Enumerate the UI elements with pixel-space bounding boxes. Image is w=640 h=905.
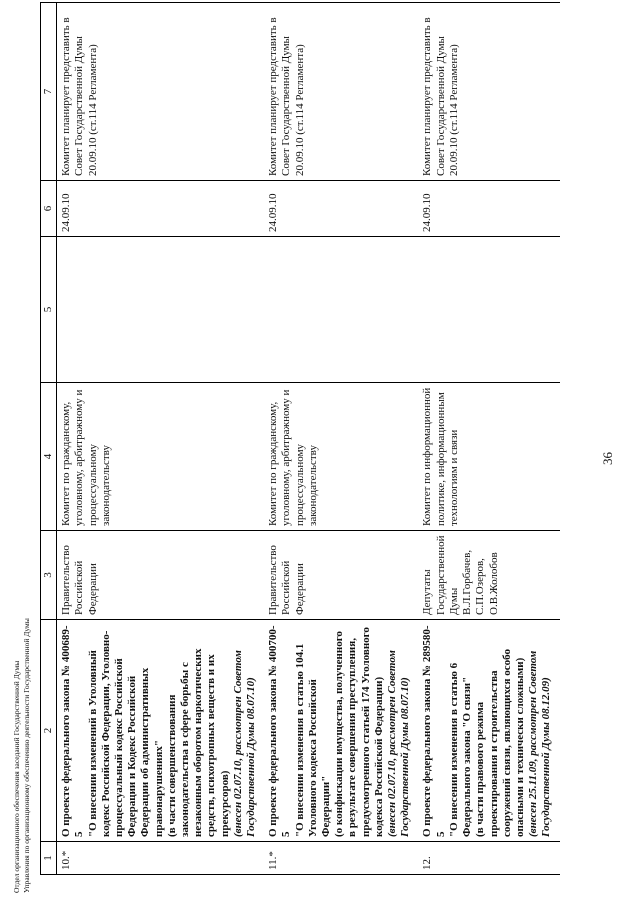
- bill-name: "О внесении изменения в статью 104.1 Уголовного кодекса Российской Федерации": [293, 643, 333, 837]
- page-number: 36: [600, 452, 615, 465]
- table-row: [264, 3, 418, 875]
- bill-title: О проекте федерального закона № 400700-5: [267, 625, 293, 837]
- committee: Комитет по гражданскому, уголовному, арбитражному и процессуальному законодательству: [57, 383, 265, 531]
- header-col-7: 7: [41, 3, 57, 181]
- bill-note: (внесен 25.11.09, рассмотрен Советом Государственной Думы 08.12.09): [527, 650, 553, 837]
- initiator: Депутаты Государственной Думы В.Л.Горбачев, С.П.Озеров, О.В.Жолобов: [418, 531, 559, 620]
- bill-title: О проекте федерального закона № 400689-5: [60, 625, 86, 837]
- status: Комитет планирует представить в Совет Государственной Думы 20.09.10 (ст.114 Регламента): [418, 3, 559, 181]
- date: 24.09.10: [264, 181, 418, 237]
- bill-cell: [264, 620, 418, 842]
- initiator: Правительство Российской Федерации: [264, 531, 418, 620]
- header-col-1: 1: [41, 842, 57, 875]
- header-col-3: 3: [41, 531, 57, 620]
- table-row: [418, 3, 559, 875]
- date: 24.09.10: [418, 181, 559, 237]
- committee: Комитет по информационной политике, информационным технологиям и связи: [418, 383, 559, 531]
- row-number: 12.: [418, 842, 559, 875]
- footer-line-1: Отдел организационного обеспечения заседаний Государственной Думы: [12, 660, 21, 893]
- row-number: 11.*: [264, 842, 418, 875]
- footer: [12, 618, 32, 893]
- bill-note: (внесен 02.07.10, рассмотрен Советом Государственной Думы 08.07.10): [231, 650, 258, 837]
- header-row: [41, 3, 57, 875]
- bill-note: (внесен 02.07.10, рассмотрен Советом Государственной Думы 08.07.10): [386, 650, 412, 837]
- committee: Комитет по гражданскому, уголовному, арбитражному и процессуальному законодательству: [264, 383, 418, 531]
- initiator: Правительство Российской Федерации: [57, 531, 265, 620]
- table-row: [57, 3, 265, 875]
- header-col-2: 2: [41, 620, 57, 842]
- bill-cell: [418, 620, 559, 842]
- bill-title: О проекте федерального закона № 289580-5: [421, 625, 447, 837]
- status: Комитет планирует представить в Совет Государственной Думы 20.09.10 (ст.114 Регламента): [57, 3, 265, 181]
- bill-description: (о конфискации имущества, полученного в результате совершения преступления, предусмотренного статьей 174 Уголовного кодекса Российской Федерации): [333, 627, 385, 837]
- col-5-cell: [264, 237, 418, 383]
- bill-cell: [57, 620, 265, 842]
- col-5-cell: [57, 237, 265, 383]
- footer-line-2: Управления по организационному обеспечению деятельности Государственной Думы: [22, 618, 31, 893]
- agenda-table: [40, 2, 560, 875]
- row-number: 10.*: [57, 842, 265, 875]
- header-col-6: 6: [41, 181, 57, 237]
- date: 24.09.10: [57, 181, 265, 237]
- bill-description: (в части правового режима проектирования и строительства сооружений связи, являющихся особо опасными и технически сложными): [474, 649, 526, 837]
- status: Комитет планирует представить в Совет Государственной Думы 20.09.10 (ст.114 Регламента): [264, 3, 418, 181]
- bill-description: (в части совершенствования законодательства в сфере борьбы с незаконным оборотом наркотических средств, психотропных веществ и их прекурсоров): [165, 648, 231, 837]
- header-col-4: 4: [41, 383, 57, 531]
- col-5-cell: [418, 237, 559, 383]
- bill-name: "О внесении изменений в Уголовный кодекс Российской Федерации, Уголовно-процессуальный кодекс Российской Федерации и Кодекс Российской Федерации об административных правонарушениях": [86, 630, 165, 837]
- header-col-5: 5: [41, 237, 57, 383]
- bill-name: "О внесении изменения в статью 6 Федерального закона "О связи": [447, 662, 474, 837]
